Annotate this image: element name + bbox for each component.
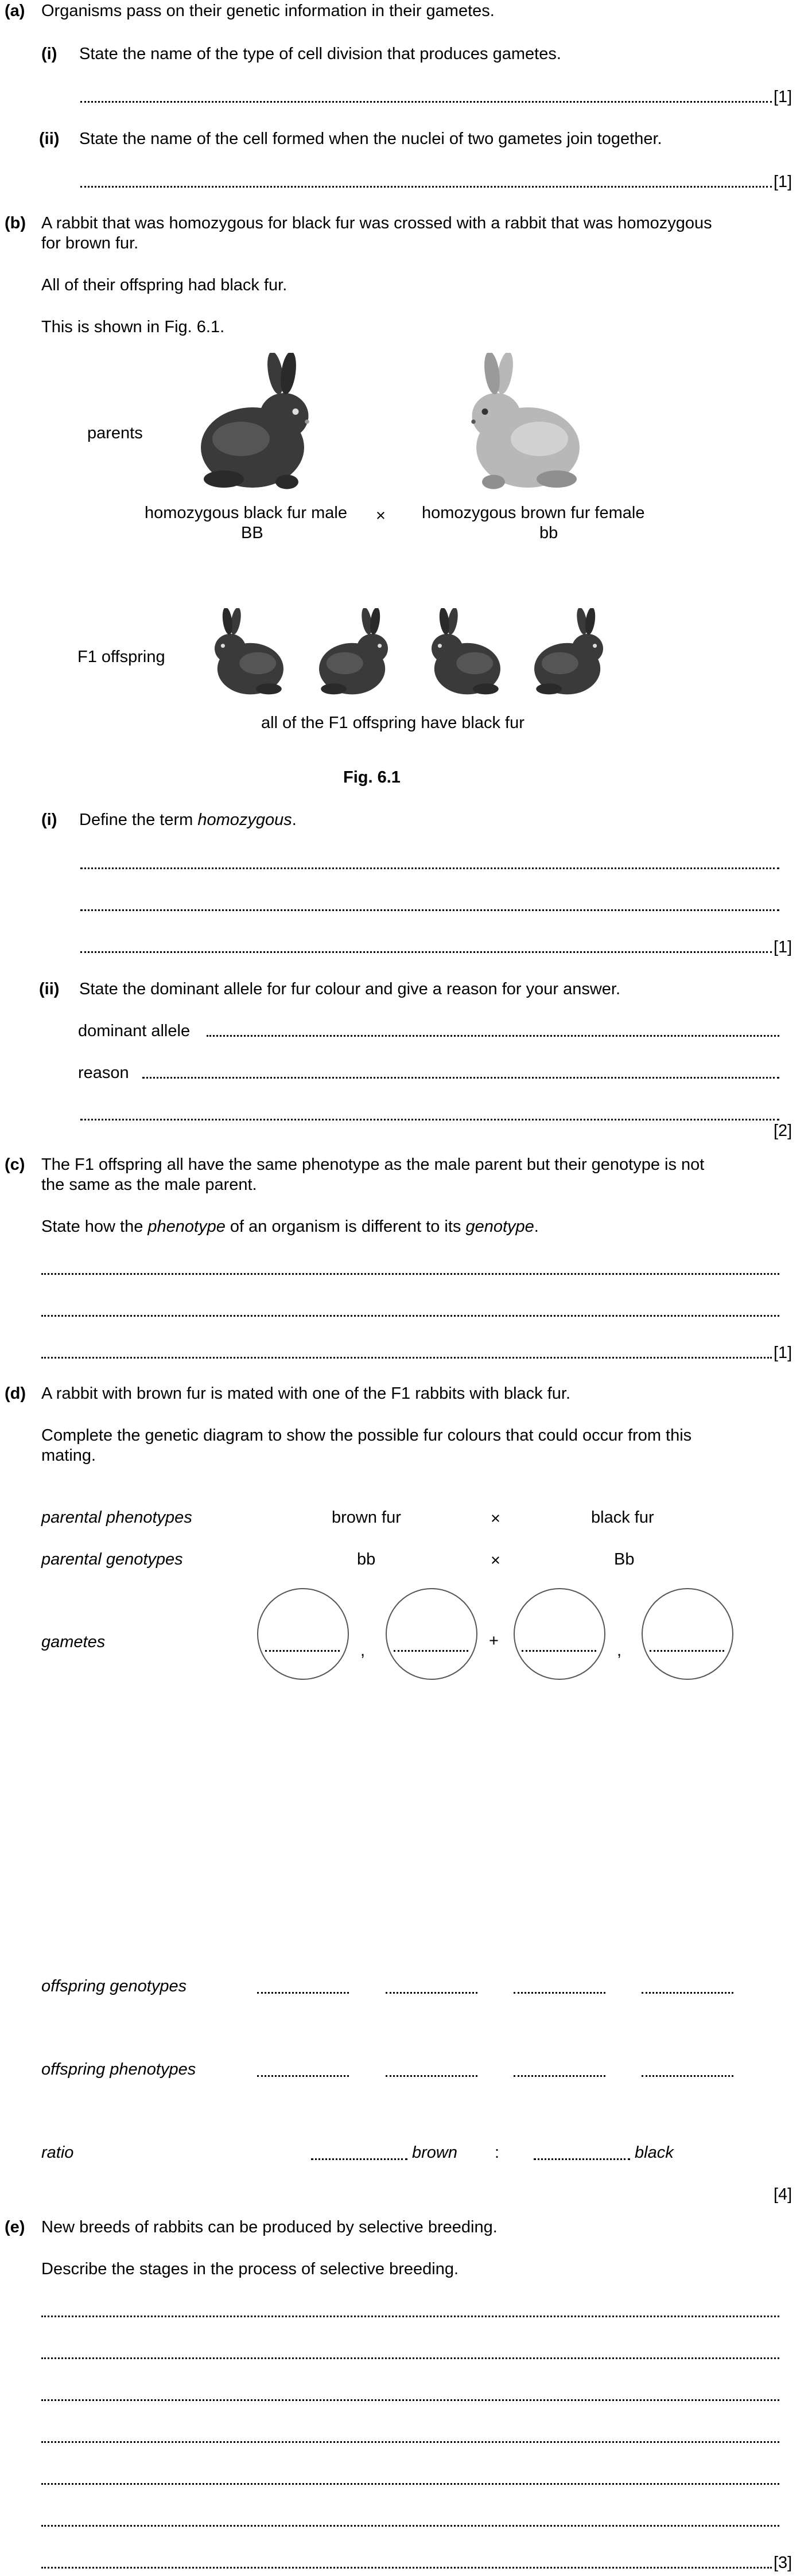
f1-rabbit-3-image <box>418 608 510 700</box>
part-a-label: (a) <box>5 2 25 20</box>
part-c-stem-line1: The F1 offspring all have the same phenotype as the male parent but their genotype is not <box>41 1155 705 1174</box>
f1-rabbit-2-image <box>310 608 402 700</box>
parental-phenotype-left: brown fur <box>332 1508 401 1527</box>
female-parent-genotype: bb <box>539 524 558 542</box>
mark-a-i: [1] <box>774 88 792 106</box>
mark-b-i: [1] <box>774 938 792 956</box>
answer-line-c-1[interactable] <box>41 1273 779 1275</box>
brown-rabbit-female-image <box>450 353 594 496</box>
part-d-label: (d) <box>5 1384 26 1403</box>
offspring-phenotype-answer-1[interactable] <box>257 2075 349 2077</box>
part-d-stem: A rabbit with brown fur is mated with one of the F1 rabbits with black fur. <box>41 1384 570 1403</box>
term-phenotype: phenotype <box>147 1217 226 1236</box>
answer-line-e-1[interactable] <box>41 2316 779 2317</box>
gamete-plus: + <box>489 1632 499 1650</box>
answer-line-e-3[interactable] <box>41 2399 779 2401</box>
cross-symbol-phenotypes: × <box>491 1509 500 1528</box>
cross-symbol-genotypes: × <box>491 1551 500 1570</box>
parental-genotypes-label: parental genotypes <box>41 1550 183 1569</box>
part-b-i-question: Define the term homozygous. <box>79 811 297 829</box>
ratio-brown-label: brown <box>412 2143 457 2162</box>
part-c-question: State how the phenotype of an organism is different to its genotype. <box>41 1217 539 1236</box>
offspring-phenotype-answer-3[interactable] <box>514 2075 605 2077</box>
f1-offspring-label: F1 offspring <box>77 648 165 666</box>
answer-line-dominant-allele[interactable] <box>207 1035 779 1037</box>
answer-line-a-i[interactable] <box>80 101 772 103</box>
dominant-allele-label: dominant allele <box>78 1022 191 1040</box>
ratio-black-answer[interactable] <box>534 2158 630 2160</box>
gamete-answer-3[interactable] <box>522 1650 596 1652</box>
part-a-stem: Organisms pass on their genetic information in their gametes. <box>41 2 495 20</box>
part-a-ii-number: (ii) <box>39 130 60 148</box>
offspring-phenotype-answer-2[interactable] <box>386 2075 477 2077</box>
offspring-genotype-answer-2[interactable] <box>386 1992 477 1994</box>
part-d-instruction-line2: mating. <box>41 1446 96 1465</box>
answer-line-a-ii[interactable] <box>80 186 772 188</box>
f1-rabbit-1-image <box>201 608 293 700</box>
parents-label: parents <box>87 424 143 442</box>
part-b-offspring-sentence: All of their offspring had black fur. <box>41 276 287 294</box>
answer-line-e-4[interactable] <box>41 2441 779 2443</box>
gamete-comma-1: , <box>360 1641 366 1660</box>
answer-line-c-3[interactable] <box>41 1357 772 1359</box>
part-b-label: (b) <box>5 214 26 232</box>
answer-line-e-5[interactable] <box>41 2483 779 2485</box>
offspring-phenotype-answer-4[interactable] <box>642 2075 733 2077</box>
answer-line-e-2[interactable] <box>41 2357 779 2359</box>
male-parent-genotype: BB <box>241 524 263 542</box>
ratio-colon: : <box>495 2143 500 2162</box>
mark-c: [1] <box>774 1344 792 1362</box>
part-c-label: (c) <box>5 1155 25 1174</box>
term-homozygous: homozygous <box>197 811 292 829</box>
offspring-genotype-answer-3[interactable] <box>514 1992 605 1994</box>
part-a-i-number: (i) <box>41 45 57 63</box>
part-e-question: Describe the stages in the process of selective breeding. <box>41 2260 459 2278</box>
part-e-label: (e) <box>5 2218 25 2236</box>
answer-line-reason-1[interactable] <box>142 1077 779 1079</box>
black-rabbit-male-image <box>187 353 330 496</box>
f1-rabbit-4-image <box>525 608 617 700</box>
female-parent-label: homozygous brown fur female <box>422 504 645 522</box>
part-b-i-number: (i) <box>41 811 57 829</box>
part-a-i-question: State the name of the type of cell division that produces gametes. <box>79 45 561 63</box>
answer-line-c-2[interactable] <box>41 1315 779 1317</box>
offspring-phenotypes-label: offspring phenotypes <box>41 2060 196 2079</box>
gamete-answer-4[interactable] <box>650 1650 724 1652</box>
part-b-stem-line1: A rabbit that was homozygous for black fur was crossed with a rabbit that was homozygous <box>41 214 712 232</box>
term-genotype: genotype <box>465 1217 534 1236</box>
parental-phenotype-right: black fur <box>591 1508 654 1527</box>
reason-label: reason <box>78 1064 129 1082</box>
part-b-figure-reference: This is shown in Fig. 6.1. <box>41 318 225 336</box>
part-b-stem-line2: for brown fur. <box>41 234 139 252</box>
answer-line-b-i-3[interactable] <box>80 951 772 953</box>
cross-symbol-figure: × <box>376 507 386 525</box>
gamete-circle-1 <box>257 1588 349 1680</box>
answer-line-e-7[interactable] <box>41 2567 772 2569</box>
part-c-stem-line2: the same as the male parent. <box>41 1176 257 1194</box>
parental-genotype-left: bb <box>357 1550 376 1569</box>
parental-phenotypes-label: parental phenotypes <box>41 1508 192 1527</box>
gamete-circle-3 <box>514 1588 605 1680</box>
part-e-stem: New breeds of rabbits can be produced by selective breeding. <box>41 2218 498 2236</box>
f1-caption: all of the F1 offspring have black fur <box>261 714 525 732</box>
part-d-instruction-line1: Complete the genetic diagram to show the possible fur colours that could occur from this <box>41 1426 692 1445</box>
part-b-ii-question: State the dominant allele for fur colour and give a reason for your answer. <box>79 980 621 998</box>
gamete-answer-2[interactable] <box>394 1650 468 1652</box>
offspring-genotype-answer-1[interactable] <box>257 1992 349 1994</box>
answer-line-b-i-2[interactable] <box>80 909 779 911</box>
mark-b-ii: [2] <box>774 1122 792 1140</box>
offspring-genotypes-label: offspring genotypes <box>41 1977 187 1995</box>
part-a-ii-question: State the name of the cell formed when the nuclei of two gametes join together. <box>79 130 662 148</box>
gamete-circle-4 <box>642 1588 733 1680</box>
offspring-genotype-answer-4[interactable] <box>642 1992 733 1994</box>
gamete-comma-2: , <box>617 1641 622 1660</box>
ratio-brown-answer[interactable] <box>311 2158 407 2160</box>
ratio-black-label: black <box>635 2143 674 2162</box>
mark-e: [3] <box>774 2554 792 2572</box>
mark-d: [4] <box>774 2185 792 2204</box>
figure-caption: Fig. 6.1 <box>343 768 401 787</box>
ratio-label: ratio <box>41 2143 74 2162</box>
mark-a-ii: [1] <box>774 173 792 191</box>
gamete-circle-2 <box>386 1588 477 1680</box>
answer-line-b-i-1[interactable] <box>80 867 779 869</box>
answer-line-reason-2[interactable] <box>80 1119 779 1120</box>
male-parent-label: homozygous black fur male <box>145 504 347 522</box>
part-b-ii-number: (ii) <box>39 980 60 998</box>
gamete-answer-1[interactable] <box>265 1650 340 1652</box>
answer-line-e-6[interactable] <box>41 2525 779 2527</box>
parental-genotype-right: Bb <box>614 1550 635 1569</box>
gametes-label: gametes <box>41 1633 106 1651</box>
